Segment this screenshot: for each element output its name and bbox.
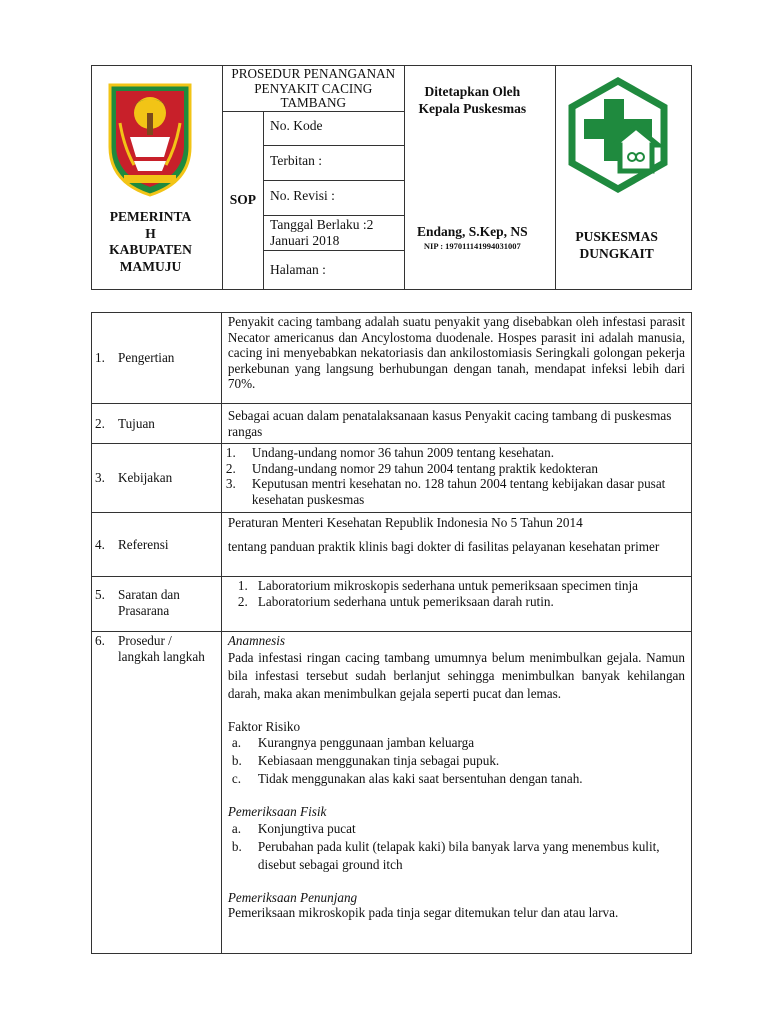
row-number: 2.: [95, 415, 105, 431]
list-marker: b.: [231, 838, 242, 854]
document-title-cell: [222, 66, 404, 112]
document-title-line: PENYAKIT CACING TAMBANG: [254, 80, 373, 110]
list-marker: a.: [231, 735, 242, 750]
row-number: 6.: [95, 633, 105, 648]
sarana-content: [221, 577, 691, 632]
anamnesis-text: Pada infestasi ringan cacing tambang umumnya belum menimbulkan gejala. Namun bila infestasi tersebut sudah berlanjut sehingga menimbulkan banyak kehilangan darah, maka akan menimbulkan gejala seperti pucat dan lemas.: [227, 649, 685, 701]
list-text: Laboratorium mikroskopis sederhana untuk pemeriksaan specimen tinja: [257, 578, 639, 593]
pemeriksaan-fisik-heading: Pemeriksaan Fisik: [227, 804, 327, 819]
row-number: 1.: [95, 350, 105, 366]
kabupaten-mamuju-emblem: [104, 77, 196, 197]
list-item: [228, 578, 687, 594]
list-item: [228, 752, 685, 770]
field-label-line: Januari 2018: [270, 232, 340, 248]
table-row: [92, 404, 692, 444]
ditetapkan-line: Kepala Puskesmas: [418, 101, 527, 116]
row-label-cell: [92, 404, 222, 444]
table-row: [92, 513, 692, 577]
list-item: [228, 770, 685, 788]
anamnesis-heading: Anamnesis: [227, 633, 286, 648]
pemeriksaan-penunjang-heading: Pemeriksaan Penunjang: [227, 889, 358, 905]
list-text: Perubahan pada kulit (telapak kaki) bila banyak larva yang menembus kulit, disebut sebagai ground itch: [257, 838, 660, 872]
row-label-cell: [92, 632, 222, 954]
ditetapkan-line: Ditetapkan Oleh: [424, 84, 521, 99]
field-no-revisi: [264, 180, 405, 215]
row-label: Prosedur /: [118, 633, 172, 648]
list-text: Keputusan mentri kesehatan no. 128 tahun 2004 tentang kebijakan dasar pusat kesehatan puskesmas: [251, 476, 666, 507]
ditetapkan-cell: [404, 66, 555, 290]
referensi-content: [221, 513, 691, 577]
list-item: [222, 445, 689, 461]
list-text: Undang-undang nomor 36 tahun 2009 tentang kesehatan.: [251, 445, 555, 460]
list-text: Laboratorium sederhana untuk pemeriksaan darah rutin.: [257, 593, 554, 609]
row-label-cell: [92, 577, 222, 632]
pengertian-content: [221, 313, 691, 404]
list-marker: 2.: [225, 460, 236, 476]
sop-label-cell: [222, 111, 263, 289]
row-label: Prasarana: [118, 602, 170, 618]
list-marker: 3.: [225, 476, 236, 491]
field-halaman: [264, 250, 405, 289]
signer-nip: NIP : 197011141994031007: [423, 241, 521, 251]
row-label: Pengertian: [118, 350, 175, 366]
row-number: 3.: [95, 470, 105, 486]
table-row: [92, 632, 692, 954]
right-org-line: PUSKESMAS: [575, 229, 658, 244]
list-item: [228, 734, 685, 752]
field-no-kode: [264, 111, 405, 145]
row-label: Referensi: [118, 536, 169, 552]
row-label: langkah langkah: [118, 648, 205, 664]
left-org-line: PEMERINTA: [109, 209, 192, 224]
right-org-line: DUNGKAIT: [579, 246, 654, 261]
list-text: Kebiasaan menggunakan tinja sebagai pupuk.: [257, 753, 500, 768]
faktor-risiko-heading: Faktor Risiko: [227, 718, 301, 734]
list-marker: 1.: [237, 578, 248, 593]
tujuan-text: Sebagai acuan dalam penatalaksanaan kasus Penyakit cacing tambang di puskesmas rangas: [227, 408, 672, 439]
signer-name: Endang, S.Kep, NS: [416, 224, 528, 239]
pengertian-text: Penyakit cacing tambang adalah suatu penyakit yang disebabkan oleh infestasi parasit Necator americanus dan Ancylostoma duodenale. Hospes parasit ini adalah manusia, cacing ini menyebabkan nekatoriasis dan ankilostomiasis Seringkali golongan pekerja perkebunan yang langsung berhubungan dengan tanah, mendapat infeksi lebih dari 70%.: [227, 314, 685, 391]
row-label-cell: [92, 313, 222, 404]
list-item: [228, 820, 685, 838]
referensi-line: Peraturan Menteri Kesehatan Republik Indonesia No 5 Tahun 2014: [227, 515, 583, 530]
row-label-cell: [92, 444, 222, 513]
penunjang-text: Pemeriksaan mikroskopik pada tinja segar ditemukan telur dan atau larva.: [227, 905, 619, 920]
row-label: Kebijakan: [118, 470, 173, 486]
list-marker: 1.: [225, 445, 236, 460]
left-org-cell: [92, 66, 223, 290]
row-label: Saratan dan: [118, 587, 180, 602]
table-row: [92, 313, 692, 404]
list-marker: b.: [231, 753, 242, 768]
left-org-line: MAMUJU: [119, 258, 182, 274]
prosedur-content: [221, 632, 691, 954]
row-number: 4.: [95, 536, 105, 552]
puskesmas-logo: [566, 77, 670, 193]
field-terbitan: [264, 145, 405, 180]
ditetapkan-label: [405, 83, 540, 117]
list-item: [228, 838, 685, 874]
sop-header-table: [91, 65, 692, 290]
list-marker: a.: [231, 820, 242, 836]
row-label-cell: [92, 513, 222, 577]
field-label: Terbitan :: [270, 152, 322, 168]
left-org-name: [92, 209, 209, 275]
list-text: Kurangnya penggunaan jamban keluarga: [257, 735, 475, 750]
list-item: [222, 476, 689, 507]
list-text: Undang-undang nomor 29 tahun 2004 tentang praktik kedokteran: [251, 460, 598, 476]
field-label: No. Kode: [270, 117, 323, 133]
tujuan-content: [221, 404, 691, 444]
list-item: [222, 461, 689, 477]
field-tanggal-berlaku: [264, 215, 405, 250]
sop-label: SOP: [229, 192, 257, 207]
right-org-name: [556, 228, 678, 262]
list-item: [228, 594, 687, 610]
document-title-line: PROSEDUR PENANGANAN: [231, 66, 396, 81]
referensi-line: tentang panduan praktik klinis bagi dokter di fasilitas pelayanan kesehatan primer: [227, 538, 660, 554]
kebijakan-content: [221, 444, 691, 513]
field-label: Halaman :: [270, 261, 326, 277]
field-label: No. Revisi :: [270, 187, 335, 203]
left-org-line: KABUPATEN: [109, 242, 192, 257]
list-text: Konjungtiva pucat: [257, 820, 356, 836]
left-org-line: H: [145, 225, 156, 241]
list-marker: c.: [231, 771, 242, 786]
row-number: 5.: [95, 587, 105, 602]
list-text: Tidak menggunakan alas kaki saat bersentuhan dengan tanah.: [257, 771, 583, 786]
right-org-cell: [555, 66, 691, 290]
list-marker: 2.: [237, 593, 248, 609]
table-row: [92, 577, 692, 632]
row-label: Tujuan: [118, 415, 155, 431]
table-row: [92, 444, 692, 513]
sop-content-table: [91, 312, 692, 954]
field-label-line: Tanggal Berlaku :2: [270, 216, 374, 232]
